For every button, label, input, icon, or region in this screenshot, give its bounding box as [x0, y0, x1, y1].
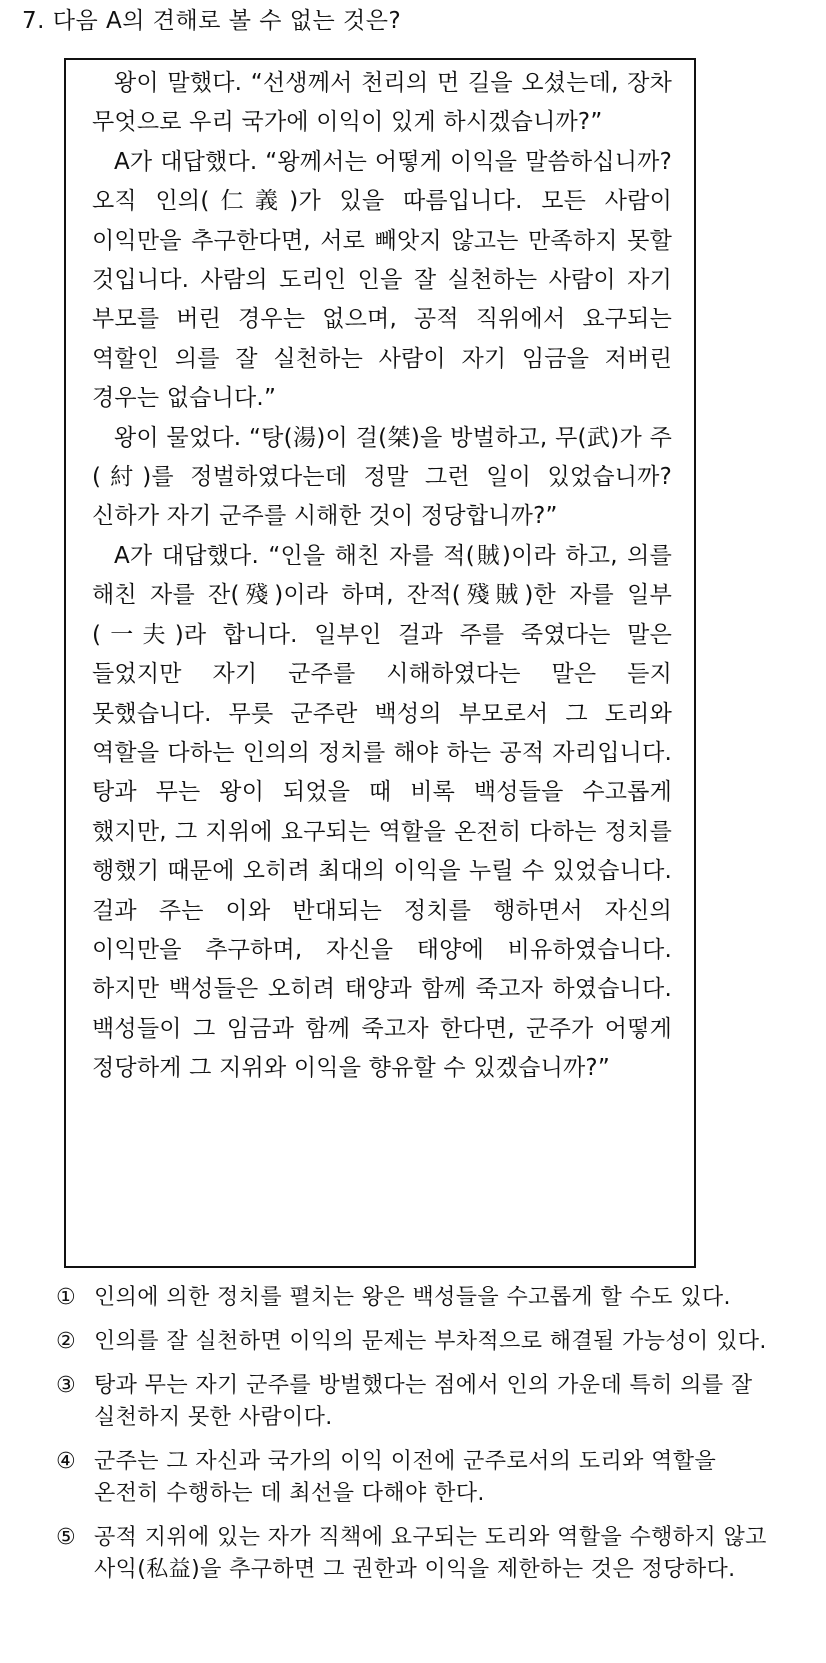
option-text: 탕과 무는 자기 군주를 방벌했다는 점에서 인의 가운데 특히 의를 잘 실천하지 못한 사람이다.: [94, 1373, 753, 1430]
option-text: 인의에 의한 정치를 펼치는 왕은 백성들을 수고롭게 할 수도 있다.: [94, 1285, 731, 1310]
answer-option-1[interactable]: [56, 1282, 768, 1314]
option-text: 군주는 그 자신과 국가의 이익 이전에 군주로서의 도리와 역할을 온전히 수행하는 데 최선을 다해야 한다.: [94, 1449, 717, 1506]
question-title: [22, 6, 401, 36]
passage-paragraph-a-answer-1: A가 대답했다. “왕께서는 어떻게 이익을 말씀하십니까? 오직 인의(仁義)가 있을 따름입니다. 모든 사람이 이익만을 추구한다면, 서로 빼앗지 않고는 만족하지 못할 것입니다. 사람의 도리인 인을 잘 실천하는 사람이 자기 부모를 버린 경우는 없으며, 공적 직위에서 요구되는 역할인 의를 잘 실천하는 사람이 자기 임금을 저버린 경우는 없습니다.”: [92, 148, 672, 412]
answer-option-5[interactable]: [56, 1522, 768, 1586]
option-text: 인의를 잘 실천하면 이익의 문제는 부차적으로 해결될 가능성이 있다.: [94, 1329, 767, 1354]
passage-box: [64, 58, 696, 1268]
answer-option-2[interactable]: [56, 1326, 768, 1358]
option-number: ②: [56, 1329, 77, 1354]
passage-paragraph-king-question: 왕이 말했다. “선생께서 천리의 먼 길을 오셨는데, 장차 무엇으로 우리 국가에 이익이 있게 하시겠습니까?”: [92, 70, 672, 136]
option-text: 공적 지위에 있는 자가 직책에 요구되는 도리와 역할을 수행하지 않고 사익(私益)을 추구하면 그 권한과 이익을 제한하는 것은 정당하다.: [94, 1525, 767, 1582]
question-text: 다음 A의 견해로 볼 수 없는 것은?: [52, 8, 402, 34]
answer-options: [56, 1282, 768, 1598]
answer-option-3[interactable]: [56, 1370, 768, 1434]
option-number: ①: [56, 1285, 77, 1310]
option-number: ⑤: [56, 1525, 77, 1550]
option-number: ④: [56, 1449, 77, 1474]
option-number: ③: [56, 1373, 77, 1398]
passage-paragraph-a-answer-2: A가 대답했다. “인을 해친 자를 적(賊)이라 하고, 의를 해친 자를 잔(殘)이라 하며, 잔적(殘賊)한 자를 일부(一夫)라 합니다. 일부인 걸과 주를 죽였다는 말은 들었지만 자기 군주를 시해하였다는 말은 듣지 못했습니다. 무릇 군주란 백성의 부모로서 그 도리와 역할을 다하는 인의의 정치를 해야 하는 공적 자리입니다. 탕과 무는 왕이 되었을 때 비록 백성들을 수고롭게 했지만, 그 지위에 요구되는 역할을 온전히 다하는 정치를 행했기 때문에 오히려 최대의 이익을 누릴 수 있었습니다. 걸과 주는 이와 반대되는 정치를 행하면서 자신의 이익만을 추구하며, 자신을 태양에 비유하였습니다. 하지만 백성들은 오히려 태양과 함께 죽고자 하였습니다. 백성들이 그 임금과 함께 죽고자 한다면, 군주가 어떻게 정당하게 그 지위와 이익을 향유할 수 있겠습니까?”: [92, 542, 672, 1082]
question-number: 7.: [22, 8, 45, 34]
answer-option-4[interactable]: [56, 1446, 768, 1510]
passage-paragraph-king-question-2: 왕이 물었다. “탕(湯)이 걸(桀)을 방벌하고, 무(武)가 주(紂)를 정벌하였다는데 정말 그런 일이 있었습니까? 신하가 자기 군주를 시해한 것이 정당합니까?”: [92, 424, 672, 530]
